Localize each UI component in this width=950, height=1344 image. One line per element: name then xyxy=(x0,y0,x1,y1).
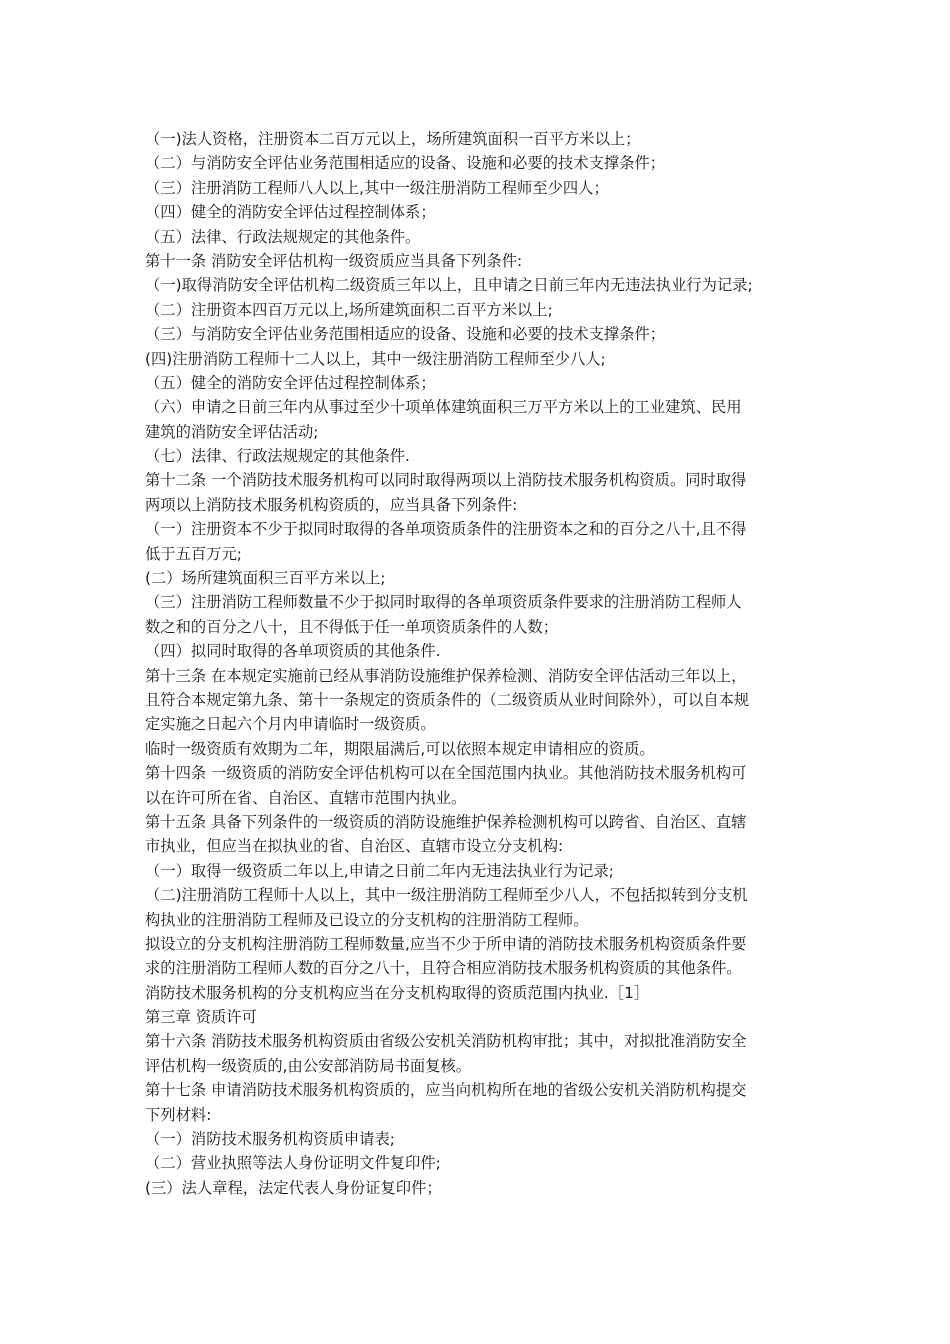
text-line: （四）健全的消防安全评估过程控制体系； xyxy=(145,203,436,222)
text-line: （六）申请之日前三年内从事过至少十项单体建筑面积三万平方米以上的工业建筑、民用 xyxy=(145,398,742,417)
text-line: (三）法人章程，法定代表人身份证复印件； xyxy=(145,1178,442,1197)
text-line: （一）注册资本不少于拟同时取得的各单项资质条件的注册资本之和的百分之八十,且不得 xyxy=(145,520,747,539)
text-line: 数之和的百分之八十，且不得低于任一单项资质条件的人数； xyxy=(145,617,559,636)
text-line: (二）场所建筑面积三百平方米以上; xyxy=(145,569,386,588)
text-line: 拟设立的分支机构注册消防工程师数量,应当不少于所申请的消防技术服务机构资质条件要 xyxy=(145,934,747,953)
document-body xyxy=(145,127,810,1200)
text-line: （二）营业执照等法人身份证明文件复印件; xyxy=(145,1154,441,1173)
text-line: 定实施之日起六个月内申请临时一级资质。 xyxy=(145,715,436,734)
text-line: 临时一级资质有效期为二年，期限届满后,可以依照本规定申请相应的资质。 xyxy=(145,739,655,758)
text-line: （三）与消防安全评估业务范围相适应的设备、设施和必要的技术支撑条件； xyxy=(145,325,666,344)
article-heading: 第十三条 在本规定实施前已经从事消防设施维护保养检测、消防安全评估活动三年以上， xyxy=(145,666,747,685)
text-line: （二）与消防安全评估业务范围相适应的设备、设施和必要的技术支撑条件； xyxy=(145,154,666,173)
article-heading: 第十七条 申请消防技术服务机构资质的，应当向机构所在地的省级公安机关消防机构提交 xyxy=(145,1081,747,1100)
text-line: 以在许可所在省、自治区、直辖市范围内执业。 xyxy=(145,788,467,807)
text-line: （七）法律、行政法规规定的其他条件. xyxy=(145,447,410,466)
text-line: （三）注册消防工程师八人以上,其中一级注册消防工程师至少四人； xyxy=(145,178,609,197)
text-line: 评估机构一级资质的,由公安部消防局书面复核。 xyxy=(145,1056,472,1075)
article-heading: 第十一条 消防安全评估机构一级资质应当具备下列条件: xyxy=(145,251,523,270)
text-line: （五）健全的消防安全评估过程控制体系； xyxy=(145,373,436,392)
text-line: 消防技术服务机构的分支机构应当在分支机构取得的资质范围内执业.［1］ xyxy=(145,983,650,1002)
chapter-heading: 第三章 资质许可 xyxy=(145,1008,257,1027)
text-line: （三）注册消防工程师数量不少于拟同时取得的各单项资质条件要求的注册消防工程师人 xyxy=(145,593,742,612)
text-line: (四)注册消防工程师十二人以上，其中一级注册消防工程师至少八人; xyxy=(145,349,606,368)
text-line: 且符合本规定第九条、第十一条规定的资质条件的（二级资质从业时间除外），可以自本规 xyxy=(145,690,750,709)
text-line: （一）消防技术服务机构资质申请表; xyxy=(145,1130,395,1149)
text-line: （一）取得一级资质二年以上,申请之日前二年内无违法执业行为记录; xyxy=(145,861,614,880)
text-line: 构执业的注册消防工程师及已设立的分支机构的注册消防工程师。 xyxy=(145,910,589,929)
article-heading: 第十四条 一级资质的消防安全评估机构可以在全国范围内执业。其他消防技术服务机构可 xyxy=(145,764,747,783)
article-heading: 第十二条 一个消防技术服务机构可以同时取得两项以上消防技术服务机构资质。同时取得 xyxy=(145,471,747,490)
text-line: （一)法人资格，注册资本二百万元以上，场所建筑面积一百平方米以上； xyxy=(145,130,641,148)
text-line: （二）注册资本四百万元以上,场所建筑面积二百平方米以上; xyxy=(145,300,553,319)
text-line: 建筑的消防安全评估活动; xyxy=(145,422,319,441)
text-line: （五）法律、行政法规规定的其他条件。 xyxy=(145,227,421,246)
text-line: （二)注册消防工程师十人以上，其中一级注册消防工程师至少八人，不包括拟转到分支机 xyxy=(145,886,748,905)
article-heading: 第十六条 消防技术服务机构资质由省级公安机关消防机构审批；其中，对拟批准消防安全 xyxy=(145,1032,747,1051)
text-line: 低于五百万元; xyxy=(145,544,242,563)
text-line: 求的注册消防工程师人数的百分之八十，且符合相应消防技术服务机构资质的其他条件。 xyxy=(145,959,742,978)
text-line: （一)取得消防安全评估机构二级资质三年以上，且申请之日前三年内无违法执业行为记录; xyxy=(145,276,753,295)
text-line: （四）拟同时取得的各单项资质的其他条件. xyxy=(145,642,441,661)
text-line: 下列材料: xyxy=(145,1105,212,1124)
article-heading: 第十五条 具备下列条件的一级资质的消防设施维护保养检测机构可以跨省、自治区、直辖 xyxy=(145,812,747,831)
text-line: 两项以上消防技术服务机构资质的，应当具备下列条件: xyxy=(145,495,518,514)
text-line: 市执业，但应当在拟执业的省、自治区、直辖市设立分支机构: xyxy=(145,837,564,856)
